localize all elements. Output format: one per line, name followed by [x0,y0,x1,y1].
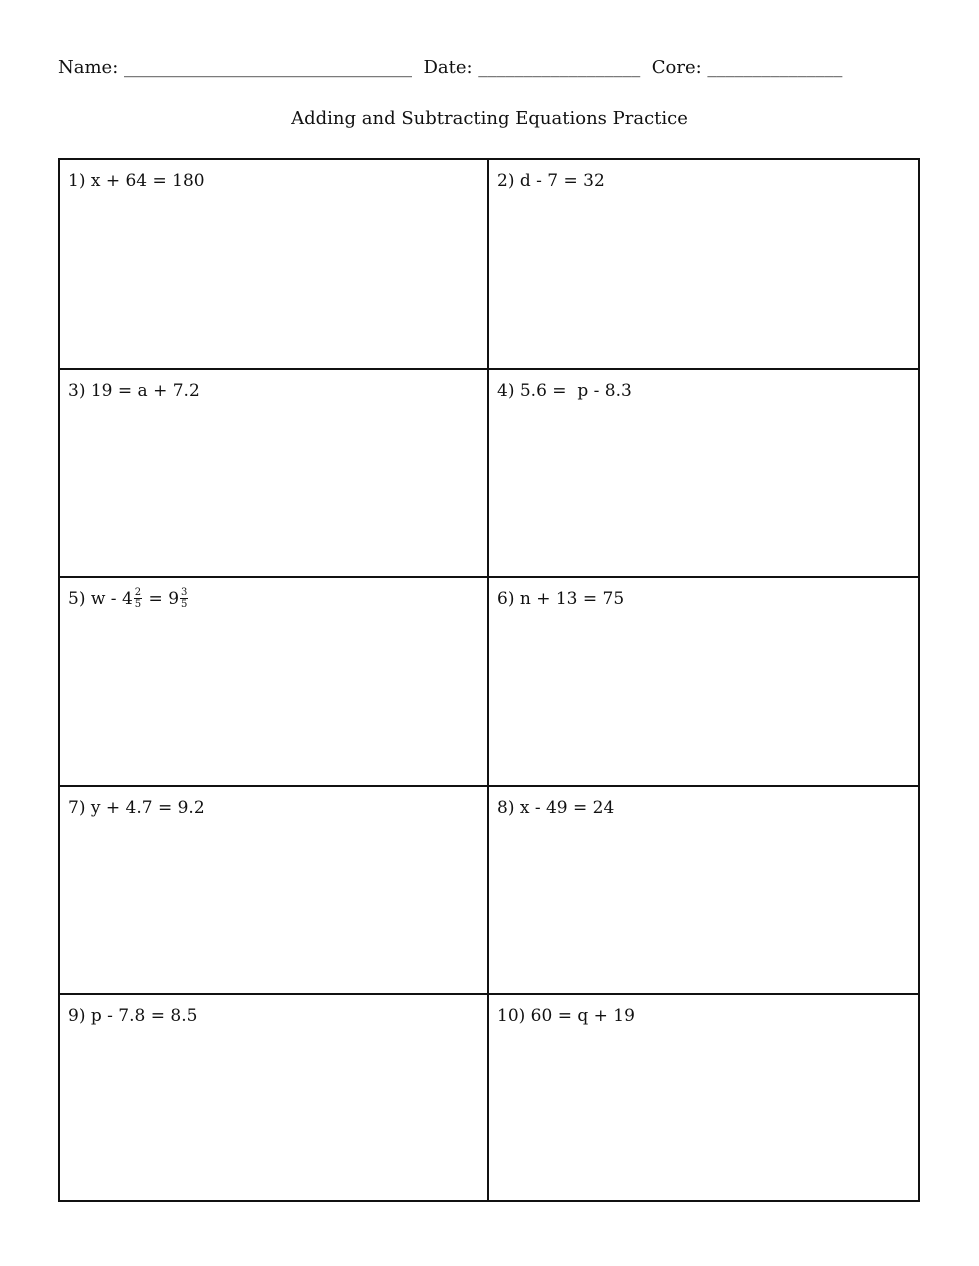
problem-cell-4[interactable] [489,370,918,578]
problem-cell-8[interactable] [489,787,918,995]
student-info-line [58,56,842,80]
core-label: Core: [640,57,708,78]
fraction-numerator: 2 [134,587,142,598]
problem-cell-1[interactable] [60,160,489,370]
worksheet-title: Adding and Subtracting Equations Practice [291,108,688,129]
problem-cell-3[interactable] [60,370,489,578]
problem-cell-7[interactable] [60,787,489,995]
problem-cell-9[interactable] [60,995,489,1200]
problem-cell-5[interactable] [60,578,489,787]
problem-9: 9) p - 7.8 = 8.5 [68,1006,198,1026]
problem-cell-2[interactable] [489,160,918,370]
problem-6: 6) n + 13 = 75 [497,589,625,609]
problem-8: 8) x - 49 = 24 [497,798,615,818]
problem-cell-10[interactable] [489,995,918,1200]
fraction-two-fifths [134,587,142,610]
problem-7: 7) y + 4.7 = 9.2 [68,798,205,818]
fraction-three-fifths [180,587,188,610]
fraction-denominator: 5 [181,599,188,610]
problem-5-middle: = 9 [143,589,180,609]
date-label: Date: [412,57,479,78]
core-blank[interactable]: _______________ [707,57,843,78]
problem-cell-6[interactable] [489,578,918,787]
problem-5-prefix: 5) w - 4 [68,589,133,609]
fraction-numerator: 3 [181,587,188,598]
problem-5 [68,589,189,609]
problem-2: 2) d - 7 = 32 [497,171,605,191]
name-blank[interactable]: ________________________________ [124,57,412,78]
fraction-denominator: 5 [134,599,142,610]
name-label: Name: [58,57,124,78]
problem-4: 4) 5.6 = p - 8.3 [497,381,632,401]
problem-1: 1) x + 64 = 180 [68,171,205,191]
problem-3: 3) 19 = a + 7.2 [68,381,200,401]
problem-10: 10) 60 = q + 19 [497,1006,635,1026]
problem-grid [58,158,920,1202]
date-blank[interactable]: __________________ [478,57,641,78]
